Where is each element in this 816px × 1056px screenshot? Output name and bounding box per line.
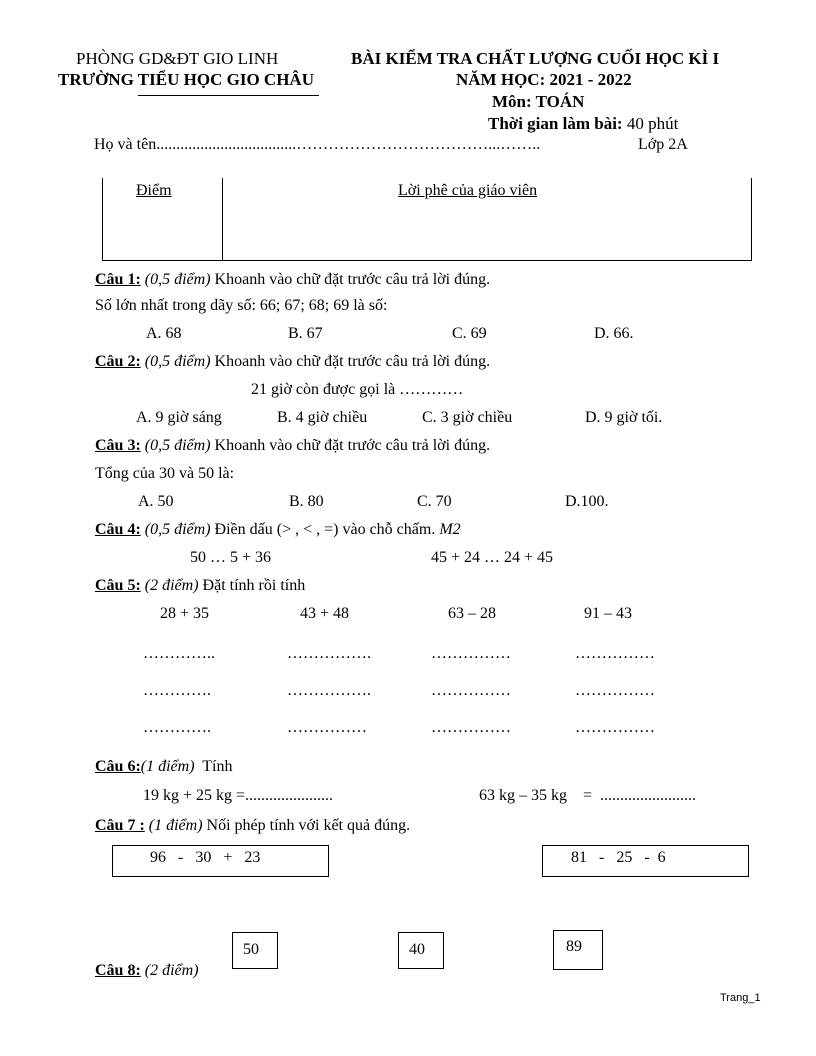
answer-dots[interactable]: …………….: [287, 645, 371, 662]
q4-level: M2: [439, 521, 461, 538]
q1-question: Số lớn nhất trong dãy số: 66; 67; 68; 69 là số:: [95, 297, 388, 314]
comment-header: Lời phê của giáo viên: [398, 182, 538, 199]
q6-left[interactable]: 19 kg + 25 kg =......................: [143, 787, 334, 804]
expr-left-text: 96 - 30 + 23: [150, 849, 261, 866]
subject: Môn: TOÁN: [492, 92, 585, 111]
expression-box-left[interactable]: [112, 845, 329, 877]
result-text: 89: [566, 938, 582, 955]
q1-points: (0,5 điểm): [144, 271, 211, 288]
result-box-89[interactable]: [553, 930, 603, 970]
q1-label: Câu 1:: [95, 271, 141, 288]
result-text: 50: [243, 941, 259, 958]
q5-label: Câu 5:: [95, 577, 141, 594]
q5-expr-4: 91 – 43: [584, 605, 632, 622]
question-1-header: [95, 272, 490, 288]
q7-points: (1 điểm): [148, 817, 203, 834]
q2-option-d[interactable]: D. 9 giờ tối.: [585, 409, 663, 426]
question-6-header: [95, 759, 232, 775]
q1-option-b[interactable]: B. 67: [288, 325, 323, 342]
name-label: Họ và tên: [94, 136, 157, 153]
q3-option-b[interactable]: B. 80: [289, 493, 324, 510]
answer-dots[interactable]: …………….: [287, 682, 371, 699]
q5-expr-2: 43 + 48: [300, 605, 350, 622]
q2-option-c[interactable]: C. 3 giờ chiều: [422, 409, 513, 426]
q5-expr-1: 28 + 35: [160, 605, 210, 622]
q3-points: (0,5 điểm): [144, 437, 211, 454]
q7-label: Câu 7 :: [95, 817, 145, 834]
q2-points: (0,5 điểm): [144, 353, 211, 370]
q1-option-c[interactable]: C. 69: [452, 325, 487, 342]
q6-instruction: Tính: [202, 758, 233, 775]
q4-right-comparison[interactable]: 45 + 24 … 24 + 45: [431, 549, 554, 566]
answer-dots[interactable]: ……………: [431, 645, 511, 662]
q8-label: Câu 8:: [95, 962, 141, 979]
q4-left-comparison[interactable]: 50 … 5 + 36: [190, 549, 272, 566]
q6-label: Câu 6:: [95, 758, 141, 775]
q5-instruction: Đặt tính rồi tính: [202, 577, 306, 594]
q6-points: (1 điểm): [140, 758, 195, 775]
school-year: NĂM HỌC: 2021 - 2022: [456, 70, 632, 89]
answer-dots[interactable]: ……………: [575, 682, 655, 699]
answer-dots[interactable]: ……………: [431, 719, 511, 736]
answer-dots[interactable]: ………….: [143, 719, 211, 736]
question-8-header: [95, 963, 199, 979]
q6-right-expr: 63 kg – 35 kg: [479, 787, 567, 804]
result-text: 40: [409, 941, 425, 958]
question-3-header: [95, 438, 490, 454]
grade-table-divider: [222, 178, 223, 260]
question-5-header: [95, 578, 305, 594]
exam-time: [488, 115, 678, 132]
result-box-50[interactable]: [232, 932, 278, 969]
school-name: TRƯỜNG TIỂU HỌC GIO CHÂU: [58, 70, 314, 89]
q3-question: Tổng của 30 và 50 là:: [95, 465, 235, 482]
school-underline: [138, 95, 319, 96]
q1-option-a[interactable]: A. 68: [146, 325, 182, 342]
time-label: Thời gian làm bài:: [488, 114, 623, 133]
answer-dots[interactable]: ………….: [143, 682, 211, 699]
q5-points: (2 điểm): [144, 577, 199, 594]
expression-box-right[interactable]: [542, 845, 749, 877]
q4-points: (0,5 điểm): [144, 521, 211, 538]
q2-option-b[interactable]: B. 4 giờ chiều: [277, 409, 368, 426]
q8-points: (2 điểm): [144, 962, 199, 979]
q4-label: Câu 4:: [95, 521, 141, 538]
question-2-header: [95, 354, 490, 370]
result-box-40[interactable]: [398, 932, 444, 969]
answer-dots[interactable]: ……………: [431, 682, 511, 699]
page-number: Trang_1: [720, 992, 761, 1004]
q2-option-a[interactable]: A. 9 giờ sáng: [136, 409, 222, 426]
q5-expr-3: 63 – 28: [448, 605, 496, 622]
q7-instruction: Nối phép tính với kết quả đúng.: [206, 817, 411, 834]
department-name: PHÒNG GD&ĐT GIO LINH: [76, 49, 279, 68]
time-value: 40 phút: [626, 114, 679, 133]
q3-option-c[interactable]: C. 70: [417, 493, 452, 510]
q6-right-dots[interactable]: ........................: [600, 787, 697, 804]
answer-dots[interactable]: ……………: [287, 719, 367, 736]
name-dots: ...................................………………………………...……..: [156, 136, 541, 153]
student-name-line: [94, 137, 540, 153]
q3-option-d[interactable]: D.100.: [565, 493, 609, 510]
question-7-header: [95, 818, 410, 834]
question-4-header: [95, 522, 461, 538]
exam-title: BÀI KIỂM TRA CHẤT LƯỢNG CUỐI HỌC KÌ I: [351, 49, 720, 68]
q1-option-d[interactable]: D. 66.: [594, 325, 634, 342]
q2-label: Câu 2:: [95, 353, 141, 370]
score-header: Điểm: [136, 182, 172, 199]
answer-dots[interactable]: ……………: [575, 645, 655, 662]
q6-right-eq: =: [583, 787, 593, 804]
class-label: Lớp 2A: [638, 136, 688, 153]
answer-dots[interactable]: …………..: [143, 645, 215, 662]
q2-instruction: Khoanh vào chữ đặt trước câu trả lời đúng.: [214, 353, 491, 370]
q1-instruction: Khoanh vào chữ đặt trước câu trả lời đúng.: [214, 271, 491, 288]
q3-option-a[interactable]: A. 50: [138, 493, 174, 510]
q4-instruction: Điền dấu (> , < , =) vào chỗ chấm.: [214, 521, 436, 538]
q3-label: Câu 3:: [95, 437, 141, 454]
answer-dots[interactable]: ……………: [575, 719, 655, 736]
q3-instruction: Khoanh vào chữ đặt trước câu trả lời đúng.: [214, 437, 491, 454]
q6-right[interactable]: [479, 788, 696, 804]
q2-question: 21 giờ còn được gọi là …………: [251, 381, 464, 398]
expr-right-text: 81 - 25 - 6: [571, 849, 666, 866]
